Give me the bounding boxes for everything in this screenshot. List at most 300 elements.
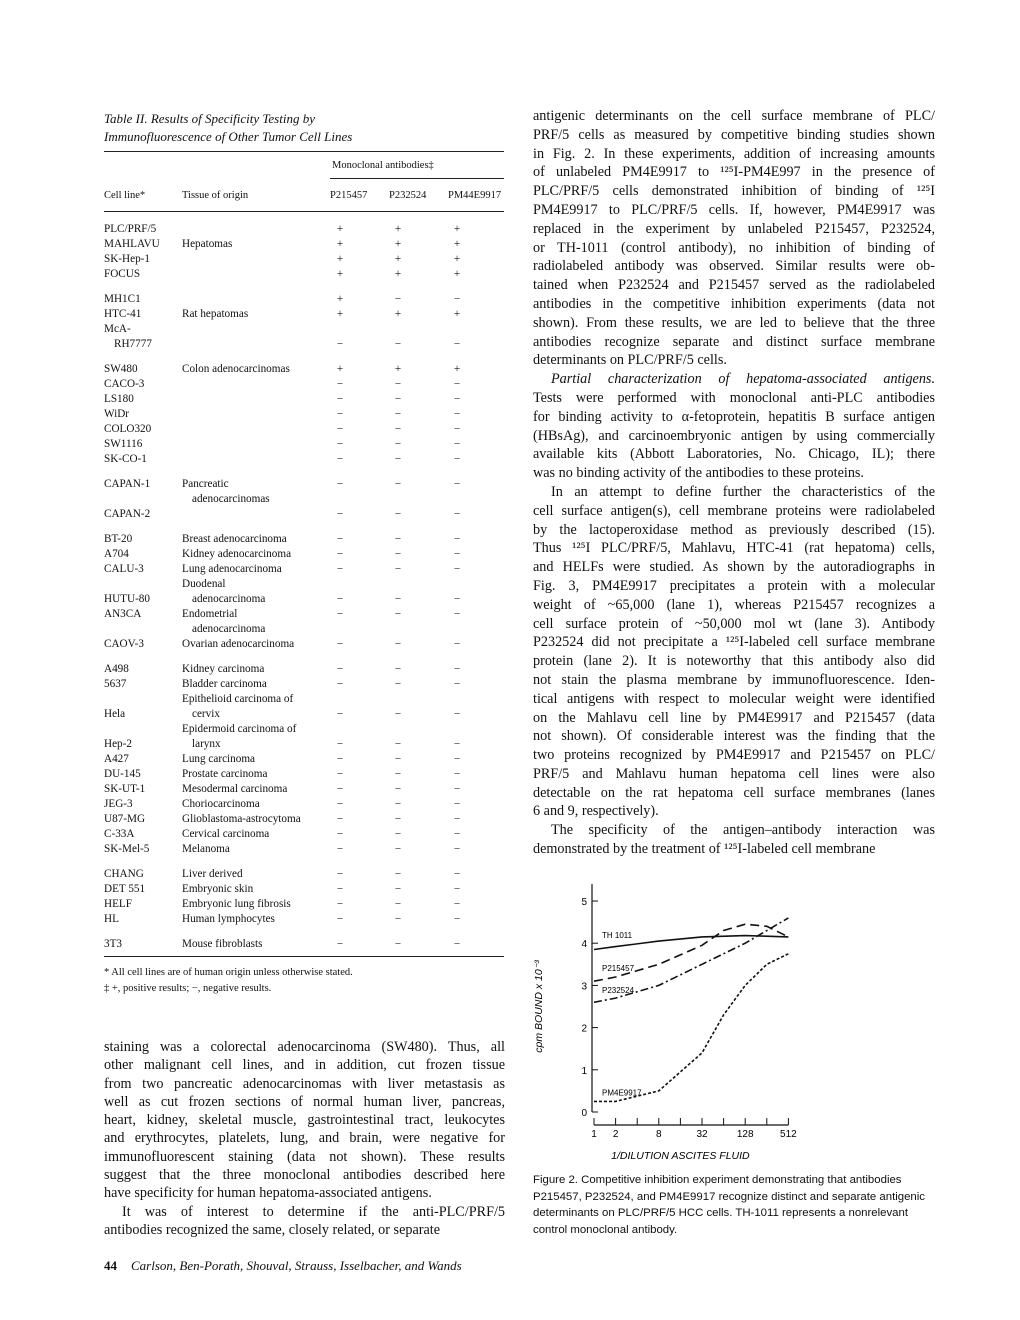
text-line: cell surface antigen(s), cell membrane proteins were radiolabeled (533, 502, 935, 519)
y-tick-label: 0 (581, 1108, 587, 1119)
tissue-of-origin: Breast adenocarcinoma (182, 533, 287, 545)
table-row (104, 477, 504, 507)
result-cell: − (394, 783, 402, 795)
text-line: Fig. 3, PM4E9917 precipitates a protein with a molecular (533, 577, 935, 594)
text-line: well as cut frozen sections of normal human liver, pancreas, (104, 1093, 505, 1110)
authors: Carlson, Ben-Porath, Shouval, Strauss, Isselbacher, and Wands (131, 1258, 462, 1273)
tissue-of-origin (182, 222, 342, 237)
result-cell: − (336, 938, 344, 950)
result-cell: + (453, 253, 461, 265)
result-cell: − (336, 593, 344, 605)
result-cell: − (453, 408, 461, 420)
result-cell: + (453, 308, 461, 320)
tissue-of-origin: adenocarcinomas (192, 493, 270, 505)
cell-line: MH1C1 (104, 293, 141, 305)
result-cell: − (394, 293, 402, 305)
text-line: available kits (Abbott Laboratories, No. Chicago, IL); there (533, 446, 935, 463)
result-cell: − (453, 638, 461, 650)
cell-line: A498 (104, 663, 129, 675)
cell-line: LS180 (104, 393, 134, 405)
result-cell: − (453, 828, 461, 840)
tissue-of-origin: Lung carcinoma (182, 753, 255, 765)
row-group (104, 662, 504, 857)
table-row (104, 507, 504, 522)
text-line: antibodies recognize separate and distinct surface membrane (533, 333, 935, 350)
result-cell: − (394, 408, 402, 420)
tissue-of-origin: cervix (192, 708, 220, 720)
table-row (104, 897, 504, 912)
text-line: by the lactoperoxidase method as previously described (15). (533, 521, 935, 538)
tissue-of-origin (182, 422, 342, 437)
cell-line: FOCUS (104, 268, 141, 280)
result-cell: − (394, 378, 402, 390)
text-line: heart, kidney, skeletal muscle, gastrointestinal tract, leukocytes (104, 1112, 505, 1129)
cell-line: HL (104, 913, 119, 925)
table-row (104, 267, 504, 282)
text-line: staining was a colorectal adenocarcinoma (SW480). Thus, all (104, 1039, 505, 1055)
tissue-of-origin: Liver derived (182, 868, 243, 880)
tissue-of-origin: Hepatomas (182, 238, 233, 250)
cell-line: 5637 (104, 678, 127, 690)
tissue-of-origin: Rat hepatomas (182, 308, 249, 320)
tissue-of-origin (182, 437, 342, 452)
result-cell: − (336, 768, 344, 780)
result-cell: − (453, 813, 461, 825)
cell-line (104, 577, 182, 592)
result-cell: − (336, 533, 344, 545)
text-line: Partial characterization of hepatoma-associated antigens. (551, 371, 935, 388)
result-cell: − (453, 678, 461, 690)
text-line: tained when P232524 and P215457 served as the radiolabeled (533, 277, 935, 294)
cell-line: SW1116 (104, 438, 143, 450)
page-footer (104, 1258, 462, 1274)
result-cell: − (394, 508, 402, 520)
result-cell: − (453, 913, 461, 925)
result-cell: − (394, 843, 402, 855)
cell-line: AN3CA (104, 608, 142, 620)
result-cell: − (453, 533, 461, 545)
result-cell: + (336, 253, 344, 265)
y-tick-label: 5 (581, 897, 587, 908)
table-row (104, 362, 504, 377)
result-cell: + (336, 223, 344, 235)
series-line-pm4e9917 (594, 954, 788, 1102)
text-line: have specificity for human hepatoma-associated antigens. (104, 1185, 432, 1202)
footnote: * All cell lines are of human origin unless otherwise stated. (104, 967, 353, 978)
result-cell: − (453, 753, 461, 765)
tissue-of-origin: Lung adenocarcinoma (182, 563, 282, 575)
group-header: Monoclonal antibodies‡ (332, 160, 434, 171)
cell-line: CAPAN-1 (104, 478, 151, 490)
table-row (104, 662, 504, 677)
cell-line: Hep-2 (104, 738, 132, 750)
cell-line: HUTU-80 (104, 593, 150, 605)
result-cell: − (453, 593, 461, 605)
text-line: and HELFs were studied. As shown by the autoradiographs in (533, 559, 935, 576)
table-row (104, 607, 504, 637)
text-line: cell surface protein of ~50,000 mol wt (lane 3). Antibody (533, 615, 935, 632)
text-line: It was of interest to determine if the anti-PLC/PRF/5 (122, 1203, 505, 1220)
result-cell: + (336, 363, 344, 375)
result-cell: − (336, 478, 344, 490)
cell-line: SK-Hep-1 (104, 253, 150, 265)
cell-line: WiDr (104, 408, 130, 420)
result-cell: − (453, 608, 461, 620)
result-cell: − (336, 393, 344, 405)
col-header-p215457: P215457 (330, 190, 368, 201)
cell-line: MAHLAVU (104, 238, 160, 250)
y-tick-label: 2 (581, 1023, 587, 1035)
result-cell: − (336, 663, 344, 675)
table-bottom-rule (104, 956, 504, 957)
text-line: replaced in the experiment by unlabeled P215457, P232524, (533, 220, 935, 237)
text-line: not stain the plasma membrane by immunofluorescence. Iden- (533, 671, 935, 688)
left-body-text (104, 1038, 505, 1239)
result-cell: − (394, 593, 402, 605)
cell-line: C-33A (104, 828, 135, 840)
result-cell: − (336, 508, 344, 520)
table-row (104, 637, 504, 652)
row-group (104, 477, 504, 522)
x-tick-label: 128 (736, 1129, 754, 1140)
result-cell: − (394, 938, 402, 950)
result-cell: − (336, 898, 344, 910)
result-cell: − (336, 423, 344, 435)
tissue-of-origin (182, 392, 342, 407)
tissue-of-origin: Duodenal (182, 578, 226, 590)
tissue-of-origin: Kidney adenocarcinoma (182, 548, 292, 560)
text-line: for binding activity to α-fetoprotein, hepatitis B surface antigen (533, 408, 935, 425)
result-cell: − (453, 338, 461, 350)
x-tick-label: 32 (696, 1129, 708, 1140)
cell-line: Hela (104, 708, 126, 720)
tissue-of-origin: Glioblastoma-astrocytoma (182, 813, 301, 825)
text-line: other malignant cell lines, and in addition, cut frozen tissue (104, 1057, 505, 1074)
cell-line: SW480 (104, 363, 138, 375)
result-cell: − (453, 883, 461, 895)
result-cell: − (336, 783, 344, 795)
text-line: on the Mahlavu cell line by PM4E9917 and P215457 (data (533, 709, 935, 726)
result-cell: − (453, 438, 461, 450)
result-cell: − (394, 438, 402, 450)
tissue-of-origin: Mesodermal carcinoma (182, 783, 288, 795)
result-cell: − (453, 898, 461, 910)
result-cell: − (336, 638, 344, 650)
table-header-rule (104, 211, 504, 212)
table-row (104, 222, 504, 237)
table-row (104, 812, 504, 827)
cell-line: COLO320 (104, 423, 152, 435)
table-row (104, 407, 504, 422)
text-line: not shown). Of considerable interest was the finding that the (533, 728, 935, 745)
cell-line: CALU-3 (104, 563, 144, 575)
text-line: antibodies in the competitive inhibition experiments (data not (533, 295, 935, 312)
cell-line (104, 722, 182, 737)
table-row (104, 912, 504, 927)
text-line: PRF/5 and Mahlavu human hepatoma cell lines were also (533, 765, 935, 782)
result-cell: + (453, 238, 461, 250)
text-line: In an attempt to define further the characteristics of the (551, 483, 935, 500)
result-cell: − (336, 438, 344, 450)
text-line: antibodies recognized the same, closely related, or separate (104, 1221, 441, 1238)
result-cell: − (394, 898, 402, 910)
y-tick-label: 1 (581, 1065, 587, 1077)
result-cell: − (336, 798, 344, 810)
result-cell: − (453, 393, 461, 405)
y-tick-label: 3 (581, 981, 587, 993)
tissue-of-origin (182, 292, 342, 307)
text-line: Thus ¹²⁵I PLC/PRF/5, Mahlavu, HTC-41 (rat hepatoma) cells, (533, 540, 935, 557)
result-cell: − (394, 813, 402, 825)
result-cell: − (394, 338, 402, 350)
result-cell: + (394, 253, 402, 265)
result-cell: − (453, 423, 461, 435)
series-label: TH 1011 (602, 931, 633, 941)
cell-line (104, 692, 182, 707)
result-cell: − (336, 868, 344, 880)
tissue-of-origin: Kidney carcinoma (182, 663, 265, 675)
cell-line: U87-MG (104, 813, 146, 825)
result-cell: + (336, 238, 344, 250)
cell-line: DET 551 (104, 883, 146, 895)
text-line: from two pancreatic adenocarcinomas with liver metastasis as (104, 1075, 505, 1092)
result-cell: + (336, 308, 344, 320)
text-line: in Fig. 2. In these experiments, addition of increasing amounts (533, 145, 935, 162)
tissue-of-origin: Epithelioid carcinoma of (182, 693, 294, 705)
cell-line: RH7777 (114, 338, 152, 350)
result-cell: − (394, 663, 402, 675)
table-row (104, 692, 504, 722)
text-line: P232524 did not precipitate a ¹²⁵I-labeled cell surface membrane (533, 634, 935, 651)
tissue-of-origin (182, 267, 342, 282)
table-row (104, 307, 504, 322)
text-line: was no binding activity of the antibodies to these proteins. (533, 465, 864, 482)
result-cell: − (394, 393, 402, 405)
result-cell: − (453, 708, 461, 720)
text-line: antigenic determinants on the cell surface membrane of PLC/ (533, 108, 935, 124)
tissue-of-origin: Prostate carcinoma (182, 768, 268, 780)
tissue-of-origin: Embryonic lung fibrosis (182, 898, 291, 910)
y-axis-label: cpm BOUND x 10⁻³ (533, 960, 545, 1053)
row-group (104, 937, 504, 952)
result-cell: − (336, 913, 344, 925)
cell-line: JEG-3 (104, 798, 133, 810)
result-cell: − (394, 563, 402, 575)
result-cell: − (394, 533, 402, 545)
series-label: P215457 (602, 963, 635, 973)
tissue-of-origin: Ovarian adenocarcinoma (182, 638, 295, 650)
cell-line: CACO-3 (104, 378, 145, 390)
cell-line: SK-Mel-5 (104, 843, 150, 855)
cell-line: CAOV-3 (104, 638, 144, 650)
tissue-of-origin: adenocarcinoma (192, 623, 266, 635)
result-cell: − (394, 798, 402, 810)
result-cell: − (394, 478, 402, 490)
result-cell: + (394, 308, 402, 320)
tissue-of-origin (182, 377, 342, 392)
cell-line: DU-145 (104, 768, 141, 780)
tissue-of-origin (182, 452, 342, 467)
result-cell: − (394, 868, 402, 880)
table-row (104, 322, 504, 352)
tissue-of-origin: Colon adenocarcinomas (182, 363, 290, 375)
result-cell: + (394, 238, 402, 250)
table-row (104, 292, 504, 307)
result-cell: − (394, 708, 402, 720)
table-row (104, 252, 504, 267)
table-row (104, 797, 504, 812)
result-cell: − (394, 453, 402, 465)
x-tick-label: 512 (780, 1129, 797, 1140)
cell-line: PLC/PRF/5 (104, 223, 157, 235)
tissue-of-origin: Epidermoid carcinoma of (182, 723, 297, 735)
tissue-of-origin (182, 407, 342, 422)
table-row (104, 547, 504, 562)
text-line: tical antigens with respect to molecular weight were identified (533, 690, 935, 707)
result-cell: − (336, 378, 344, 390)
tissue-of-origin (182, 507, 342, 522)
text-line: of unlabeled PM4E9917 to ¹²⁵I-PM4E997 in the presence of (533, 164, 935, 181)
table-body (104, 222, 504, 962)
result-cell: − (336, 828, 344, 840)
col-header-cell-line: Cell line* (104, 190, 146, 201)
cell-line: HELF (104, 898, 132, 910)
tissue-of-origin (182, 337, 342, 352)
table-row (104, 422, 504, 437)
tissue-of-origin: Endometrial (182, 608, 238, 620)
table-row (104, 562, 504, 577)
cell-line: A704 (104, 548, 129, 560)
result-cell: − (394, 638, 402, 650)
result-cell: − (453, 768, 461, 780)
text-line: two proteins recognized by PM4E9917 and P215457 on PLC/ (533, 747, 935, 764)
x-tick-label: 2 (612, 1129, 619, 1140)
table-row (104, 577, 504, 607)
page-number: 44 (104, 1258, 117, 1273)
table-row (104, 937, 504, 952)
result-cell: − (453, 478, 461, 490)
result-cell: − (453, 738, 461, 750)
footnote: ‡ +, positive results; −, negative results. (104, 983, 272, 994)
cell-line: McA- (104, 323, 131, 335)
col-header-pm44e9917: PM44E9917 (448, 190, 502, 201)
tissue-of-origin: Cervical carcinoma (182, 828, 270, 840)
tissue-of-origin: Embryonic skin (182, 883, 254, 895)
table-title-line: Table II. Results of Specificity Testing by (104, 111, 315, 126)
x-axis-label: 1/DILUTION ASCITES FLUID (611, 1150, 750, 1162)
table-row (104, 437, 504, 452)
cell-line: A427 (104, 753, 129, 765)
result-cell: − (336, 678, 344, 690)
table-row (104, 377, 504, 392)
result-cell: − (336, 883, 344, 895)
table-row (104, 532, 504, 547)
result-cell: − (394, 913, 402, 925)
result-cell: − (394, 678, 402, 690)
result-cell: − (394, 738, 402, 750)
result-cell: + (453, 363, 461, 375)
y-tick-label: 4 (581, 939, 587, 951)
result-cell: − (453, 663, 461, 675)
result-cell: − (453, 453, 461, 465)
row-group (104, 362, 504, 467)
cell-line: SK-UT-1 (104, 783, 146, 795)
result-cell: − (453, 938, 461, 950)
text-line: detectable on the rat hepatoma cell surface membranes (lanes (533, 784, 935, 801)
x-tick-label: 1 (591, 1129, 597, 1140)
result-cell: + (336, 293, 344, 305)
result-cell: − (394, 608, 402, 620)
result-cell: + (394, 363, 402, 375)
result-cell: + (336, 268, 344, 280)
tissue-of-origin: Choriocarcinoma (182, 798, 260, 810)
result-cell: − (453, 293, 461, 305)
tissue-of-origin (182, 252, 342, 267)
tissue-of-origin: adenocarcinoma (192, 593, 266, 605)
result-cell: − (336, 563, 344, 575)
text-line: radiolabeled antibody was observed. Similar results were ob- (533, 258, 935, 275)
text-line: 6 and 9, respectively). (533, 803, 659, 820)
text-line: PRF/5 cells as measured by competitive binding studies shown (533, 126, 935, 143)
result-cell: − (453, 783, 461, 795)
result-cell: + (394, 268, 402, 280)
table-title-line: Immunofluorescence of Other Tumor Cell Lines (104, 129, 353, 144)
result-cell: − (453, 378, 461, 390)
table-row (104, 882, 504, 897)
table-row (104, 867, 504, 882)
row-group (104, 532, 504, 652)
table-title (104, 110, 352, 146)
cell-line: CAPAN-2 (104, 508, 151, 520)
col-header-tissue: Tissue of origin (182, 190, 249, 201)
text-line: demonstrated by the treatment of ¹²⁵I-labeled cell membrane (533, 841, 876, 858)
text-line: or TH-1011 (control antibody), no inhibition of binding of (533, 239, 935, 256)
result-cell: − (394, 883, 402, 895)
cell-line: BT-20 (104, 533, 133, 545)
figure-2-chart (520, 880, 820, 1170)
result-cell: − (453, 868, 461, 880)
cell-line: 3T3 (104, 938, 123, 950)
result-cell: − (394, 828, 402, 840)
cell-line: SK-CO-1 (104, 453, 147, 465)
result-cell: − (336, 813, 344, 825)
text-line: Tests were performed with monoclonal anti-PLC antibodies (533, 389, 935, 406)
text-line: immunofluorescent staining (data not shown). These results (104, 1148, 505, 1165)
cell-line: HTC-41 (104, 308, 142, 320)
right-body-text (533, 107, 935, 859)
row-group (104, 867, 504, 927)
result-cell: − (336, 548, 344, 560)
group-header-rule (330, 178, 504, 179)
row-group (104, 292, 504, 352)
result-cell: − (453, 563, 461, 575)
result-cell: − (336, 453, 344, 465)
table-row (104, 452, 504, 467)
result-cell: − (336, 608, 344, 620)
tissue-of-origin: Mouse fibroblasts (182, 938, 263, 950)
cell-line: CHANG (104, 868, 144, 880)
text-line: PLC/PRF/5 cells demonstrated inhibition of binding of ¹²⁵I (533, 183, 935, 200)
table-row (104, 392, 504, 407)
table-top-rule (104, 151, 504, 152)
text-line: shown). From these results, we are led to believe that the three (533, 314, 935, 331)
text-line: suggest that the three monoclonal antibodies described here (104, 1167, 505, 1184)
tissue-of-origin: Melanoma (182, 843, 230, 855)
result-cell: − (336, 338, 344, 350)
table-row (104, 752, 504, 767)
series-label: P232524 (602, 985, 635, 995)
series-label: PM4E9917 (602, 1088, 642, 1098)
